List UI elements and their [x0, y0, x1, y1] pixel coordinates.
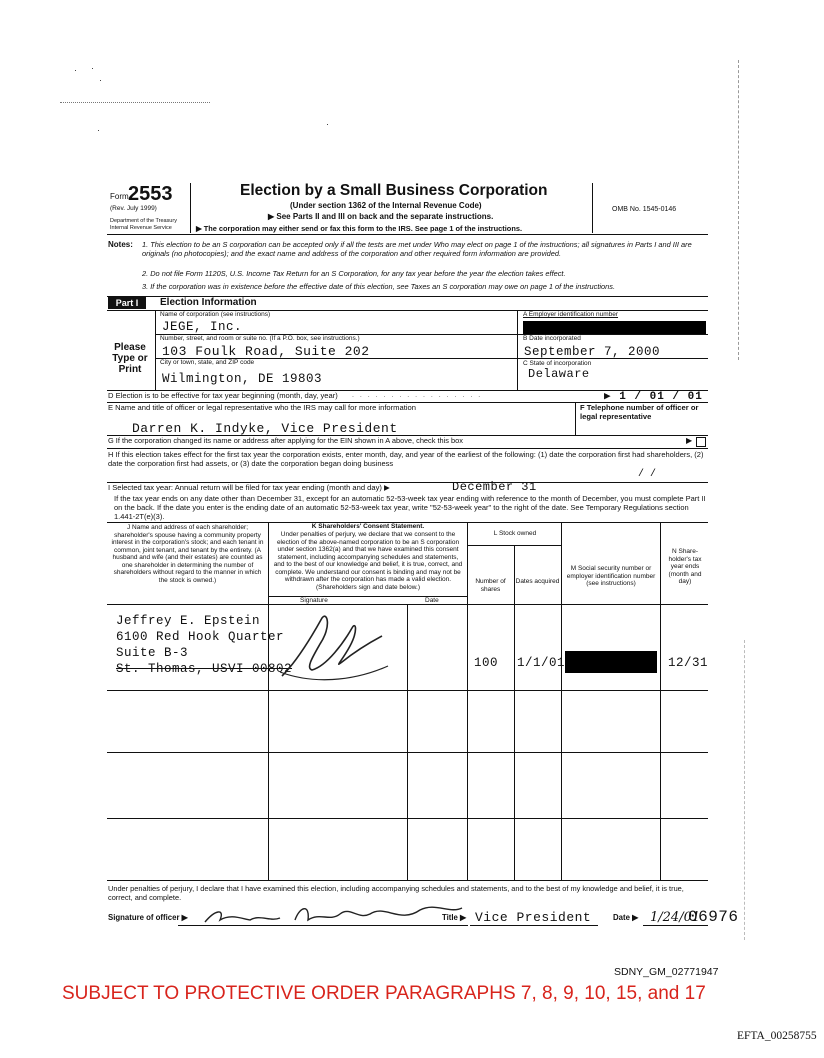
ssn-redaction	[565, 651, 657, 673]
note-3: 3. If the corporation was in existence before the effective date of this election, see Taxes an S corporation may owe on page 1 of the instructions.	[142, 282, 616, 291]
g-label: G If the corporation changed its name or address after applying for the EIN shown in A above, check this box	[108, 436, 463, 445]
ein-label: A Employer identification number	[523, 311, 619, 318]
tax-year-end: 12/31	[668, 656, 709, 670]
title-value: Vice President	[475, 910, 592, 925]
efta-number: EFTA_00258755	[737, 1030, 817, 1042]
form-number: 2553	[128, 183, 173, 205]
shareholder-name: Jeffrey E. Epstein	[116, 614, 261, 628]
note-1: 1. This election to be an S corporation can be accepted only if all the tests are met under Who may elect on page 1 of the instructions; all signatures in Parts I and III are originals (no photocopies); and the exact name and address of the corporation and other required form information are provided.	[142, 240, 692, 258]
please-type-or-print: Please Type or Print	[112, 342, 148, 375]
col-signature-header: Signature	[300, 597, 328, 604]
col-n-header: N Share-holder's tax year ends (month and day)	[668, 548, 702, 585]
shareholder-address-3: St. Thomas, USVI 00802	[116, 662, 293, 676]
corp-name-value[interactable]: JEGE, Inc.	[162, 320, 243, 334]
f-label: F Telephone number of officer or legal representative	[580, 403, 699, 421]
col-l-header: L Stock owned	[493, 530, 537, 537]
notes-label: Notes:	[108, 240, 133, 249]
date-incorporated-value[interactable]: September 7, 2000	[524, 345, 661, 359]
i-value[interactable]: December 31	[452, 480, 537, 494]
d-label: D Election is to be effective for tax year beginning (month, day, year)	[108, 391, 338, 400]
fax-line: ▶ The corporation may either send or fax this form to the IRS. See page 1 of the instructions.	[196, 224, 523, 233]
h-value[interactable]: / /	[638, 469, 657, 480]
date-value: 1/24/01	[650, 910, 701, 925]
officer-signature-label: Signature of officer ▶	[108, 913, 188, 922]
h-label: H If this election takes effect for the first tax year the corporation exists, enter month, day, and year of the earliest of the following: (1) date the corporation first had shareholders, (2) date the corporation first had assets, or (3) date the corporation began doing business	[108, 450, 704, 468]
note-2: 2. Do not file Form 1120S, U.S. Income Tax Return for an S Corporation, for any tax year before the year the election takes effect.	[142, 269, 566, 278]
irs-label: Internal Revenue Service	[110, 225, 172, 231]
scan-artifact-line	[60, 102, 210, 103]
form-title: Election by a Small Business Corporation	[240, 182, 548, 199]
d-leader: . . . . . . . . . . . . . . . . .	[352, 392, 483, 399]
part1-tag: Part I	[108, 297, 146, 309]
state-label: C State of incorporation	[523, 360, 592, 367]
shareholder-signature	[272, 606, 392, 686]
scan-speck	[327, 124, 328, 125]
ein-redaction	[523, 321, 706, 334]
street-label: Number, street, and room or suite no. (If a P.O. box, see instructions.)	[160, 335, 360, 342]
document-stamp: 06976	[688, 908, 739, 926]
street-value[interactable]: 103 Foulk Road, Suite 202	[162, 344, 370, 359]
dept-treasury: Department of the Treasury	[110, 218, 177, 224]
corp-name-label: Name of corporation (see instructions)	[160, 311, 271, 318]
city-label: City or town, state, and ZIP code	[160, 359, 255, 366]
shareholder-address-2: Suite B-3	[116, 646, 189, 660]
col-number-header: Number of shares	[475, 578, 506, 593]
city-value[interactable]: Wilmington, DE 19803	[162, 372, 323, 386]
scan-edge-line	[738, 60, 739, 360]
col-k-title: K Shareholders' Consent Statement.	[311, 523, 425, 530]
part1-heading: Election Information	[160, 297, 257, 308]
d-value[interactable]: ▶ 1 / 01 / 01	[604, 391, 703, 403]
i-note: If the tax year ends on any date other than December 31, except for an automatic 52-53-week tax year ending with reference to the month of December, you must complete Part II on the back. If the date you enter is the ending date of an automatic 52-53-week tax year, write "52-53-week year" to the right of the date. See Temporary Regulations section 1.441-2T(e)(3).	[114, 494, 706, 521]
scan-speck	[92, 68, 93, 69]
omb-number: OMB No. 1545-0146	[612, 206, 677, 213]
i-label: I Selected tax year: Annual return will be filed for tax year ending (month and day) ▶	[108, 483, 390, 492]
e-value[interactable]: Darren K. Indyke, Vice President	[132, 421, 398, 436]
protective-order-banner: SUBJECT TO PROTECTIVE ORDER PARAGRAPHS 7, 8, 9, 10, 15, and 17	[62, 983, 706, 1004]
shares-owned: 100	[474, 656, 499, 670]
date-acquired: 1/1/01	[517, 656, 566, 670]
form-subtitle: (Under section 1362 of the Internal Revenue Code)	[290, 201, 482, 210]
form-revision: (Rev. July 1999)	[110, 205, 157, 212]
col-k-header: Under penalties of perjury, we declare that we consent to the election of the above-named corporation to be an S corporation under section 1362(a) and that we have examined this consent statement, including accompanying schedules and statements, and to the best of our knowledge and belief, it is true, correct, and complete. We understand our consent is binding and may not be withdrawn after the corporation has made a valid election. (Shareholders sign and date below.)	[273, 531, 463, 591]
g-checkbox[interactable]	[696, 437, 706, 447]
state-value[interactable]: Delaware	[528, 367, 590, 381]
e-label: E Name and title of officer or legal representative who the IRS may call for more information	[108, 403, 416, 412]
col-m-header: M Social security number or employer identification number (see instructions)	[566, 565, 656, 587]
scan-edge-line	[744, 640, 745, 940]
scan-speck	[75, 70, 76, 71]
form-label: Form	[110, 192, 129, 201]
col-date-header: Date	[425, 597, 439, 604]
shareholder-address-1: 6100 Red Hook Quarter	[116, 630, 285, 644]
instructions-line: ▶ See Parts II and III on back and the separate instructions.	[268, 212, 494, 221]
col-j-header: J Name and address of each shareholder; shareholder's spouse having a community property interest in the corporation's stock; and each tenant in common, joint tenant, and tenant by the entirety. (A husband and wife (and their estates) are counted as one shareholder in determining the number of shareholders without regard to the manner in which the stock is owned.)	[111, 524, 264, 584]
scan-speck	[98, 130, 99, 131]
g-arrow-icon: ▶	[686, 436, 693, 445]
col-dates-acquired-header: Dates acquired	[515, 578, 560, 585]
scan-speck	[100, 80, 101, 81]
penalty-statement: Under penalties of perjury, I declare that I have examined this election, including accompanying schedules and statements, and to the best of my knowledge and belief, it is true, correct, and complete.	[108, 884, 684, 902]
title-label: Title ▶	[442, 913, 467, 922]
bates-number: SDNY_GM_02771947	[614, 966, 719, 978]
date-incorporated-label: B Date incorporated	[523, 335, 581, 342]
date-label: Date ▶	[613, 913, 639, 922]
